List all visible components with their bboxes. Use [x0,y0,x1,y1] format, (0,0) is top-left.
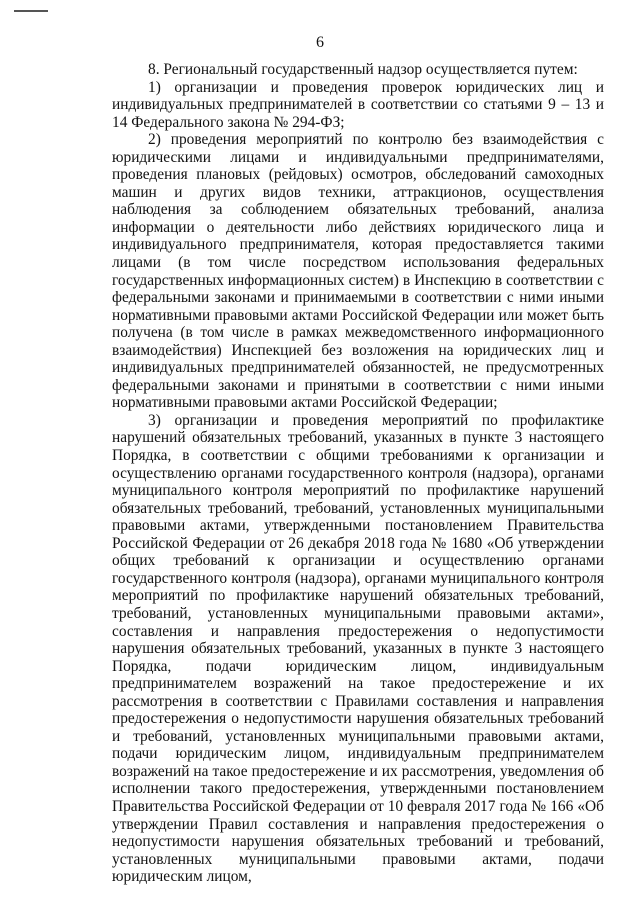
paragraph-item-1: 1) организации и проведения проверок юридических лиц и индивидуальных предпринимателей в соответствии со статьями 9 – 13 и 14 Федерального закона № 294-ФЗ; [112,78,604,131]
scan-edge-mark [14,10,48,12]
paragraph-intro: 8. Региональный государственный надзор осуществляется путем: [148,61,578,78]
paragraph-item-2: 2) проведения мероприятий по контролю без взаимодействия с юридическими лицами и индивидуальными предпринимателями, проведения плановых (рейдовых) осмотров, обследований самоходных машин и других видов техники, аттракционов, осуществления наблюдения за соблюдением обязательных требований, анализа информации о деятельности либо действиях юридического лица и индивидуального предпринимателя, которая предоставляется такими лицами (в том числе посредством использования федеральных государственных информационных систем) в Инспекцию в соответствии с федеральными законами и принимаемыми в соответствии с ними иными нормативными правовыми актами Российской Федерации или может быть получена (в том числе в рамках межведомственного информационного взаимодействия) Инспекцией без возложения на юридических лиц и индивидуальных предпринимателей обязанностей, не предусмотренных федеральными законами и принятыми в соответствии с ними иными нормативными правовыми актами Российской Федерации; [112,131,604,412]
paragraph-item-3: 3) организации и проведения мероприятий по профилактике нарушений обязательных требований, указанных в пункте 3 настоящего Порядка, в соответствии с общими требованиями к организации и осуществлению органами государственного контроля (надзора), органами муниципального контроля мероприятий по профилактике нарушений обязательных требований, требований, установленных муниципальными правовыми актами, утвержденными постановлением Правительства Российской Федерации от 26 декабря 2018 года № 1680 «Об утверждении общих требований к организации и осуществлению органами государственного контроля (надзора), органами муниципального контроля мероприятий по профилактике нарушений обязательных требований, требований, установленных муниципальными правовыми актами», составления и направления предостережения о недопустимости нарушения обязательных требований, указанных в пункте 3 настоящего Порядка, подачи юридическим лицом, индивидуальным предпринимателем возражений на такое предостережение и их рассмотрения в соответствии с Правилами составления и направления предостережения о недопустимости нарушения обязательных требований и требований, установленных муниципальными правовыми актами, подачи юридическим лицом, индивидуальным предпринимателем возражений на такое предостережение и их рассмотрения, уведомления об исполнении такого предостережения, утвержденными постановлением Правительства Российской Федерации от 10 февраля 2017 года № 166 «Об утверждении Правил составления и направления предостережения о недопустимости нарушения обязательных требований и требований, установленных муниципальными правовыми актами, подачи юридическим лицом, [112,411,604,886]
page-number: 6 [316,34,324,51]
document-body [112,61,604,886]
